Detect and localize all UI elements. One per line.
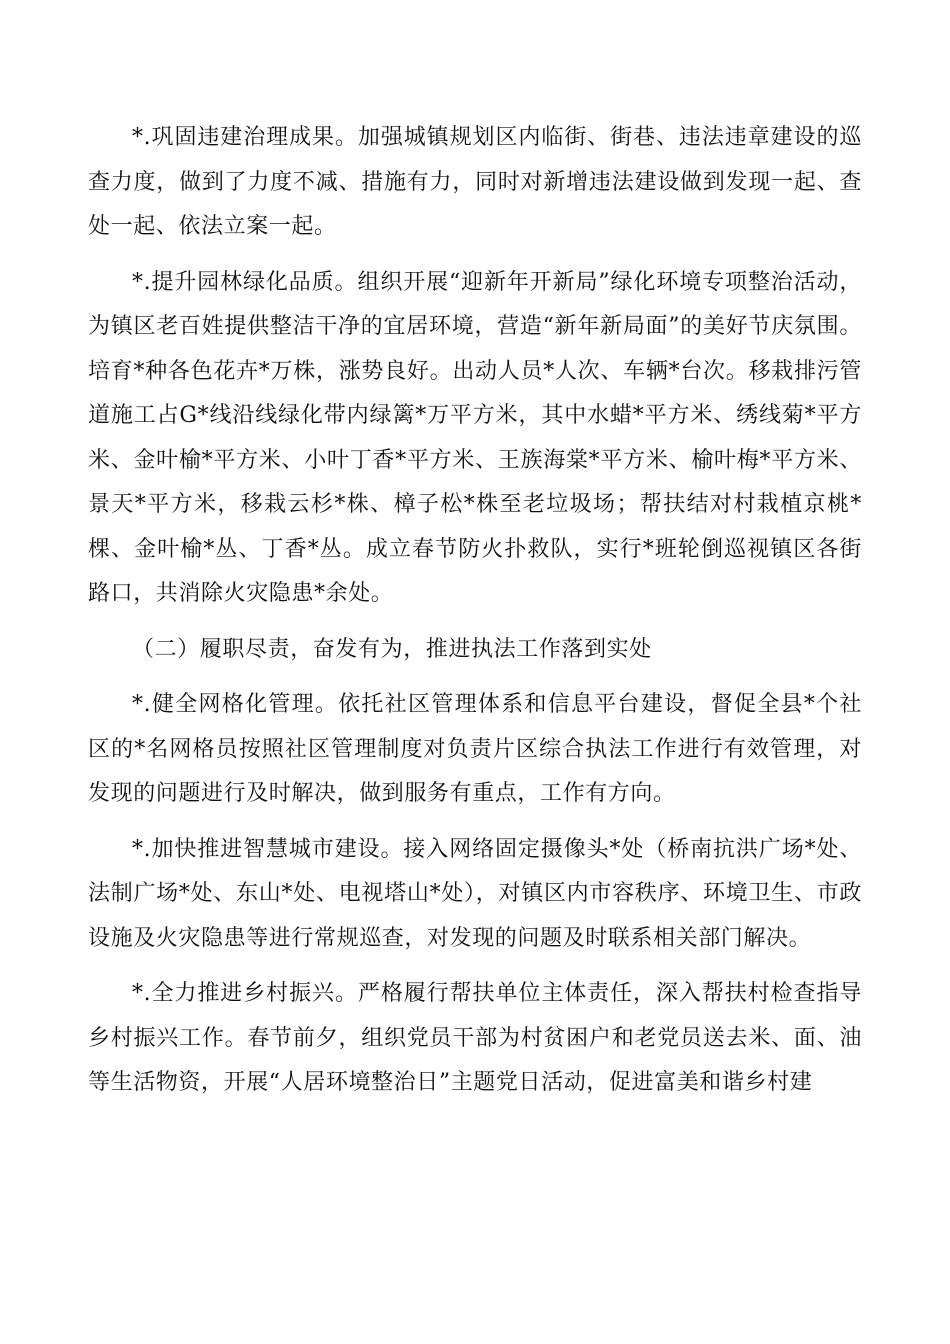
paragraph-rural-revitalization: *.全力推进乡村振兴。严格履行帮扶单位主体责任，深入帮扶村检查指导乡村振兴工作。春节前夕，组织党员干部为村贫困户和老党员送去米、面、油等生活物资，开展“人居环境整治日”主题党日活动，促进富美和谐乡村建 [88, 981, 862, 1095]
paragraph-smart-city: *.加快推进智慧城市建设。接入网络固定摄像头*处（桥南抗洪广场*处、法制广场*处、东山*处、电视塔山*处），对镇区内市容秩序、环境卫生、市政设施及火灾隐患等进行常规巡查，对发现的问题及时联系相关部门解决。 [88, 836, 862, 951]
paragraph-illegal-construction: *.巩固违建治理成果。加强城镇规划区内临街、街巷、违法违章建设的巡查力度，做到了力度不减、措施有力，同时对新增违法建设做到发现一起、查处一起、依法立案一起。 [88, 125, 862, 239]
section-heading: （二）履职尽责，奋发有为，推进执法工作落到实处 [132, 636, 652, 662]
paragraph-grid-management: *.健全网格化管理。依托社区管理体系和信息平台建设，督促全县*个社区的*名网格员按照社区管理制度对负责片区综合执法工作进行有效管理，对发现的问题进行及时解决，做到服务有重点，工作有方向。 [88, 692, 862, 806]
document-body [88, 116, 862, 1117]
paragraph-landscaping: *.提升园林绿化品质。组织开展“迎新年开新局”绿化环境专项整治活动，为镇区老百姓提供整洁干净的宜居环境，营造“新年新局面”的美好节庆氛围。培育*种各色花卉*万株，涨势良好。出动人员*人次、车辆*台次。移栽排污管道施工占G*线沿线绿化带内绿篱*万平方米，其中水蜡*平方米、绣线菊*平方米、金叶榆*平方米、小叶丁香*平方米、王族海棠*平方米、榆叶梅*平方米、景天*平方米，移栽云杉*株、樟子松*株至老垃圾场；帮扶结对村栽植京桃*棵、金叶榆*丛、丁香*丛。成立春节防火扑救队，实行*班轮倒巡视镇区各街路口，共消除火灾隐患*余处。 [88, 269, 862, 606]
